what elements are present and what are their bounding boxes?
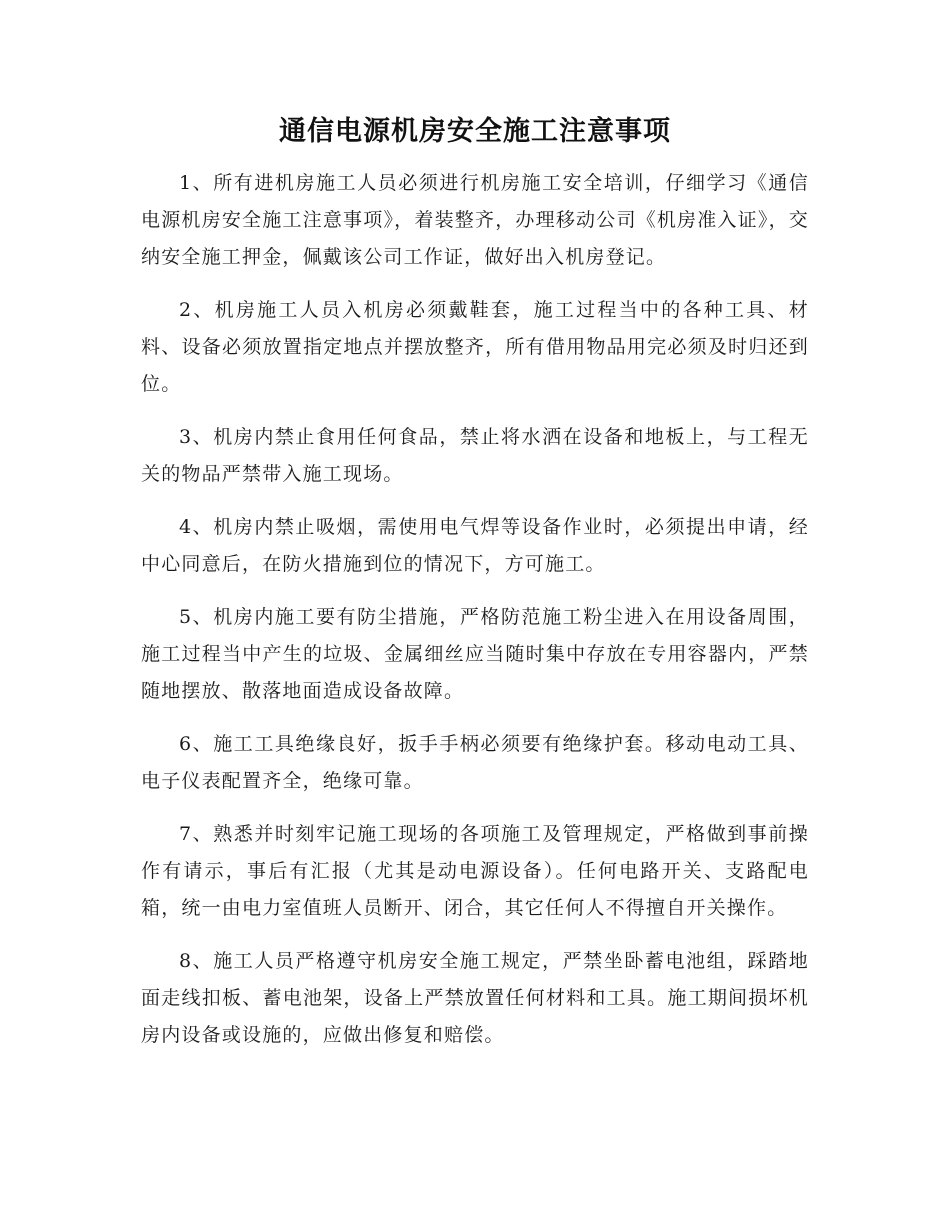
paragraph-8: 8、施工人员严格遵守机房安全施工规定，严禁坐卧蓄电池组，踩踏地面走线扣板、蓄电池架，设备上严禁放置任何材料和工具。施工期间损坏机房内设备或设施的，应做出修复和赔偿。 [141, 950, 809, 1046]
paragraph-5: 5、机房内施工要有防尘措施，严格防范施工粉尘进入在用设备周围，施工过程当中产生的垃圾、金属细丝应当随时集中存放在专用容器内，严禁随地摆放、散落地面造成设备故障。 [141, 606, 809, 702]
document-body [141, 165, 809, 1070]
paragraph-3: 3、机房内禁止食用任何食品，禁止将水洒在设备和地板上，与工程无关的物品严禁带入施工现场。 [141, 426, 809, 485]
paragraph-1: 1、所有进机房施工人员必须进行机房施工安全培训，仔细学习《通信电源机房安全施工注意事项》，着装整齐，办理移动公司《机房准入证》，交纳安全施工押金，佩戴该公司工作证，做好出入机房登记。 [141, 172, 809, 268]
document-title: 通信电源机房安全施工注意事项 [279, 116, 671, 147]
paragraph-6: 6、施工工具绝缘良好，扳手手柄必须要有绝缘护套。移动电动工具、电子仪表配置齐全，绝缘可靠。 [141, 733, 809, 792]
paragraph-4: 4、机房内禁止吸烟，需使用电气焊等设备作业时，必须提出申请，经中心同意后，在防火措施到位的情况下，方可施工。 [141, 516, 809, 575]
paragraph-7: 7、熟悉并时刻牢记施工现场的各项施工及管理规定，严格做到事前操作有请示，事后有汇报（尤其是动电源设备）。任何电路开关、支路配电箱，统一由电力室值班人员断开、闭合，其它任何人不得擅自开关操作。 [141, 823, 809, 919]
paragraph-2: 2、机房施工人员入机房必须戴鞋套，施工过程当中的各种工具、材料、设备必须放置指定地点并摆放整齐，所有借用物品用完必须及时归还到位。 [141, 299, 809, 395]
